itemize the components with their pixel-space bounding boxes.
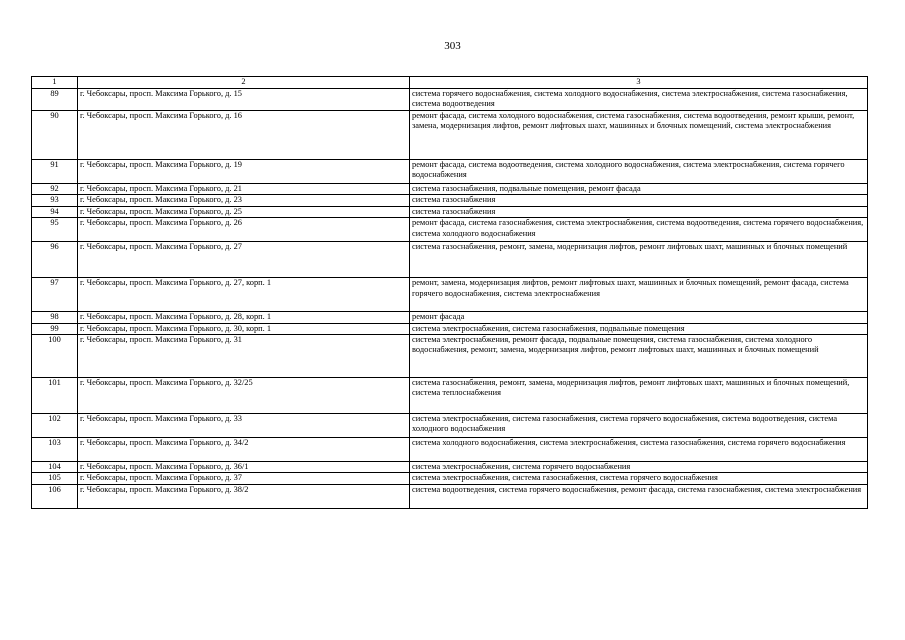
table-row xyxy=(32,335,868,378)
row-works: система электроснабжения, ремонт фасада, подвальные помещения, система газоснабжения, система холодного водоснабжения, ремонт, замена, модернизация лифтов, ремонт лифтовых шахт, машинных и блочных помещений xyxy=(410,335,868,378)
row-works: система газоснабжения xyxy=(410,206,868,217)
row-address: г. Чебоксары, просп. Максима Горького, д. 30, корп. 1 xyxy=(78,323,410,334)
row-address: г. Чебоксары, просп. Максима Горького, д. 21 xyxy=(78,184,410,195)
table-row xyxy=(32,89,868,111)
table-row xyxy=(32,278,868,312)
row-number: 104 xyxy=(32,462,78,473)
row-number: 106 xyxy=(32,484,78,508)
table-row xyxy=(32,206,868,217)
row-number: 93 xyxy=(32,195,78,206)
row-address: г. Чебоксары, просп. Максима Горького, д. 15 xyxy=(78,89,410,111)
row-works: система электроснабжения, система горячего водоснабжения xyxy=(410,462,868,473)
row-works: система газоснабжения, ремонт, замена, модернизация лифтов, ремонт лифтовых шахт, машинных и блочных помещений xyxy=(410,242,868,278)
row-works: ремонт фасада, система водоотведения, система холодного водоснабжения, система электроснабжения, система горячего водоснабжения xyxy=(410,160,868,184)
row-works: система горячего водоснабжения, система холодного водоснабжения, система электроснабжения, система газоснабжения, система водоотведения xyxy=(410,89,868,111)
header-col-2: 2 xyxy=(78,77,410,89)
table-row xyxy=(32,438,868,462)
row-address: г. Чебоксары, просп. Максима Горького, д. 26 xyxy=(78,218,410,242)
table-row xyxy=(32,484,868,508)
row-works: система газоснабжения xyxy=(410,195,868,206)
table-row xyxy=(32,218,868,242)
row-address: г. Чебоксары, просп. Максима Горького, д. 31 xyxy=(78,335,410,378)
table-row xyxy=(32,242,868,278)
row-works: система холодного водоснабжения, система электроснабжения, система газоснабжения, система горячего водоснабжения xyxy=(410,438,868,462)
row-works: система электроснабжения, система газоснабжения, система горячего водоснабжения, система водоотведения, система холодного водоснабжения xyxy=(410,414,868,438)
table-row xyxy=(32,378,868,414)
row-works: ремонт фасада, система газоснабжения, система электроснабжения, система водоотведения, система горячего водоснабжения, система холодного водоснабжения xyxy=(410,218,868,242)
table-row xyxy=(32,462,868,473)
table-row xyxy=(32,184,868,195)
page-number: 303 xyxy=(444,40,461,52)
row-works: система электроснабжения, система газоснабжения, система горячего водоснабжения xyxy=(410,473,868,484)
row-address: г. Чебоксары, просп. Максима Горького, д. 28, корп. 1 xyxy=(78,312,410,323)
row-number: 91 xyxy=(32,160,78,184)
row-number: 97 xyxy=(32,278,78,312)
header-col-1: 1 xyxy=(32,77,78,89)
row-works: система электроснабжения, система газоснабжения, подвальные помещения xyxy=(410,323,868,334)
row-address: г. Чебоксары, просп. Максима Горького, д. 19 xyxy=(78,160,410,184)
table-row xyxy=(32,312,868,323)
row-number: 99 xyxy=(32,323,78,334)
works-table xyxy=(31,76,868,509)
row-number: 98 xyxy=(32,312,78,323)
table-row xyxy=(32,473,868,484)
row-works: ремонт фасада xyxy=(410,312,868,323)
header-col-3: 3 xyxy=(410,77,868,89)
row-number: 90 xyxy=(32,111,78,160)
table-row xyxy=(32,111,868,160)
row-address: г. Чебоксары, просп. Максима Горького, д. 33 xyxy=(78,414,410,438)
row-number: 92 xyxy=(32,184,78,195)
row-works: система водоотведения, система горячего водоснабжения, ремонт фасада, система газоснабжения, система электроснабжения xyxy=(410,484,868,508)
row-number: 102 xyxy=(32,414,78,438)
row-number: 96 xyxy=(32,242,78,278)
row-address: г. Чебоксары, просп. Максима Горького, д. 32/25 xyxy=(78,378,410,414)
row-works: ремонт фасада, система холодного водоснабжения, система газоснабжения, система водоотведения, ремонт крыши, ремонт, замена, модернизация лифтов, ремонт лифтовых шахт, машинных и блочных помещений, система электроснабжения xyxy=(410,111,868,160)
row-works: ремонт, замена, модернизация лифтов, ремонт лифтовых шахт, машинных и блочных помещений, ремонт фасада, система горячего водоснабжения, система электроснабжения xyxy=(410,278,868,312)
row-number: 95 xyxy=(32,218,78,242)
table-row xyxy=(32,414,868,438)
row-address: г. Чебоксары, просп. Максима Горького, д. 23 xyxy=(78,195,410,206)
table-body xyxy=(32,89,868,509)
table-header xyxy=(32,77,868,89)
row-works: система газоснабжения, подвальные помещения, ремонт фасада xyxy=(410,184,868,195)
row-address: г. Чебоксары, просп. Максима Горького, д. 38/2 xyxy=(78,484,410,508)
row-address: г. Чебоксары, просп. Максима Горького, д. 37 xyxy=(78,473,410,484)
row-number: 94 xyxy=(32,206,78,217)
row-address: г. Чебоксары, просп. Максима Горького, д. 25 xyxy=(78,206,410,217)
row-number: 103 xyxy=(32,438,78,462)
row-number: 101 xyxy=(32,378,78,414)
row-number: 105 xyxy=(32,473,78,484)
row-address: г. Чебоксары, просп. Максима Горького, д. 27 xyxy=(78,242,410,278)
row-number: 100 xyxy=(32,335,78,378)
row-address: г. Чебоксары, просп. Максима Горького, д. 27, корп. 1 xyxy=(78,278,410,312)
table-row xyxy=(32,160,868,184)
table-row xyxy=(32,195,868,206)
row-number: 89 xyxy=(32,89,78,111)
row-address: г. Чебоксары, просп. Максима Горького, д. 34/2 xyxy=(78,438,410,462)
row-works: система газоснабжения, ремонт, замена, модернизация лифтов, ремонт лифтовых шахт, машинных и блочных помещений, система теплоснабжения xyxy=(410,378,868,414)
table-row xyxy=(32,323,868,334)
row-address: г. Чебоксары, просп. Максима Горького, д. 16 xyxy=(78,111,410,160)
row-address: г. Чебоксары, просп. Максима Горького, д. 36/1 xyxy=(78,462,410,473)
